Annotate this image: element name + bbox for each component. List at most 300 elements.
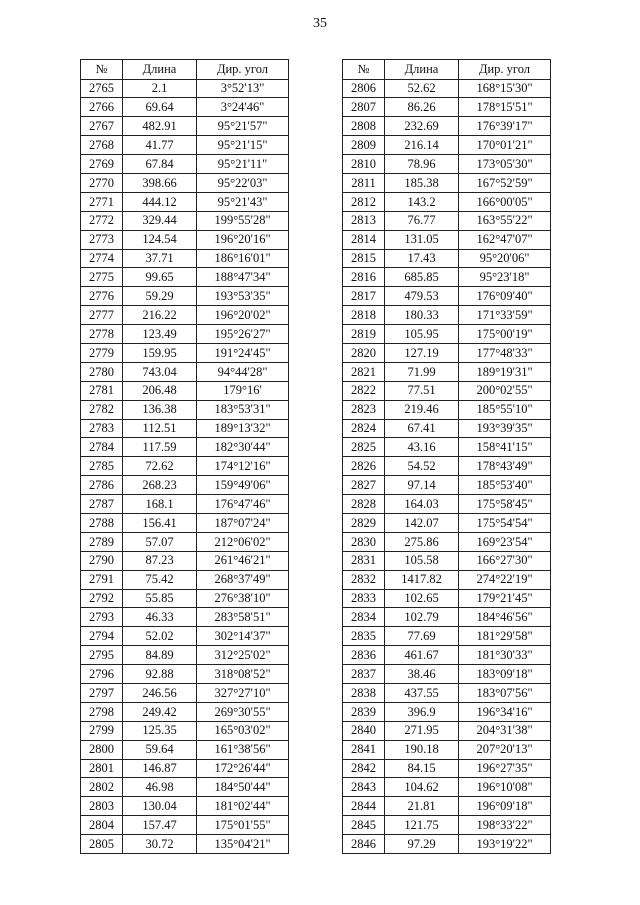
table-row bbox=[81, 495, 289, 514]
cell-length: 76.77 bbox=[385, 211, 459, 230]
cell-length: 329.44 bbox=[123, 211, 197, 230]
table-row bbox=[81, 79, 289, 98]
table-row bbox=[343, 778, 551, 797]
cell-angle: 172°26'44" bbox=[197, 759, 289, 778]
cell-length: 743.04 bbox=[123, 362, 197, 381]
cell-angle: 95°21'11" bbox=[197, 155, 289, 174]
cell-length: 87.23 bbox=[123, 551, 197, 570]
table-row bbox=[343, 608, 551, 627]
table-row bbox=[81, 702, 289, 721]
cell-number: 2824 bbox=[343, 419, 385, 438]
cell-angle: 261°46'21" bbox=[197, 551, 289, 570]
cell-angle: 283°58'51" bbox=[197, 608, 289, 627]
cell-number: 2810 bbox=[343, 155, 385, 174]
cell-number: 2814 bbox=[343, 230, 385, 249]
cell-angle: 94°44'28" bbox=[197, 362, 289, 381]
cell-angle: 184°50'44" bbox=[197, 778, 289, 797]
cell-length: 30.72 bbox=[123, 835, 197, 854]
table-row bbox=[81, 684, 289, 703]
table-row bbox=[343, 400, 551, 419]
cell-angle: 204°31'38" bbox=[459, 721, 551, 740]
cell-length: 78.96 bbox=[385, 155, 459, 174]
cell-number: 2798 bbox=[81, 702, 123, 721]
cell-length: 75.42 bbox=[123, 570, 197, 589]
table-row bbox=[81, 325, 289, 344]
cell-angle: 178°43'49" bbox=[459, 457, 551, 476]
cell-number: 2845 bbox=[343, 816, 385, 835]
cell-number: 2789 bbox=[81, 532, 123, 551]
cell-length: 146.87 bbox=[123, 759, 197, 778]
table-row bbox=[343, 721, 551, 740]
table-row bbox=[81, 646, 289, 665]
cell-number: 2801 bbox=[81, 759, 123, 778]
cell-number: 2786 bbox=[81, 476, 123, 495]
cell-number: 2767 bbox=[81, 117, 123, 136]
cell-length: 92.88 bbox=[123, 665, 197, 684]
cell-angle: 95°21'15" bbox=[197, 136, 289, 155]
cell-length: 185.38 bbox=[385, 173, 459, 192]
cell-length: 105.58 bbox=[385, 551, 459, 570]
table-row bbox=[81, 230, 289, 249]
cell-length: 157.47 bbox=[123, 816, 197, 835]
table-row bbox=[343, 665, 551, 684]
cell-angle: 193°39'35" bbox=[459, 419, 551, 438]
cell-number: 2813 bbox=[343, 211, 385, 230]
cell-length: 46.98 bbox=[123, 778, 197, 797]
cell-number: 2777 bbox=[81, 306, 123, 325]
table-row bbox=[81, 608, 289, 627]
table-row bbox=[343, 249, 551, 268]
cell-length: 102.79 bbox=[385, 608, 459, 627]
cell-length: 67.84 bbox=[123, 155, 197, 174]
cell-number: 2780 bbox=[81, 362, 123, 381]
cell-angle: 179°16' bbox=[197, 381, 289, 400]
cell-length: 685.85 bbox=[385, 268, 459, 287]
cell-angle: 181°29'58" bbox=[459, 627, 551, 646]
table-row bbox=[343, 438, 551, 457]
cell-angle: 95°20'06" bbox=[459, 249, 551, 268]
cell-number: 2792 bbox=[81, 589, 123, 608]
table-row bbox=[81, 721, 289, 740]
cell-number: 2841 bbox=[343, 740, 385, 759]
cell-number: 2809 bbox=[343, 136, 385, 155]
table-row bbox=[343, 835, 551, 854]
cell-number: 2785 bbox=[81, 457, 123, 476]
cell-angle: 183°53'31" bbox=[197, 400, 289, 419]
table-row bbox=[343, 513, 551, 532]
cell-angle: 3°52'13" bbox=[197, 79, 289, 98]
table-row bbox=[81, 759, 289, 778]
cell-number: 2846 bbox=[343, 835, 385, 854]
table-row bbox=[81, 211, 289, 230]
cell-angle: 274°22'19" bbox=[459, 570, 551, 589]
cell-angle: 176°39'17" bbox=[459, 117, 551, 136]
cell-angle: 165°03'02" bbox=[197, 721, 289, 740]
table-row bbox=[81, 343, 289, 362]
table-row bbox=[81, 155, 289, 174]
cell-angle: 95°21'57" bbox=[197, 117, 289, 136]
table-row bbox=[343, 589, 551, 608]
cell-number: 2803 bbox=[81, 797, 123, 816]
cell-angle: 95°21'43" bbox=[197, 192, 289, 211]
table-row bbox=[81, 476, 289, 495]
cell-angle: 269°30'55" bbox=[197, 702, 289, 721]
cell-length: 84.89 bbox=[123, 646, 197, 665]
cell-length: 125.35 bbox=[123, 721, 197, 740]
cell-length: 271.95 bbox=[385, 721, 459, 740]
table-row bbox=[343, 173, 551, 192]
cell-number: 2835 bbox=[343, 627, 385, 646]
cell-number: 2770 bbox=[81, 173, 123, 192]
cell-length: 121.75 bbox=[385, 816, 459, 835]
cell-length: 219.46 bbox=[385, 400, 459, 419]
cell-angle: 193°19'22" bbox=[459, 835, 551, 854]
cell-number: 2827 bbox=[343, 476, 385, 495]
header-number: № bbox=[81, 60, 123, 80]
table-row bbox=[81, 192, 289, 211]
cell-number: 2828 bbox=[343, 495, 385, 514]
table-row bbox=[343, 702, 551, 721]
cell-number: 2843 bbox=[343, 778, 385, 797]
cell-angle: 178°15'51" bbox=[459, 98, 551, 117]
table-header-row bbox=[343, 60, 551, 80]
cell-angle: 302°14'37" bbox=[197, 627, 289, 646]
table-row bbox=[81, 306, 289, 325]
cell-length: 54.52 bbox=[385, 457, 459, 476]
cell-angle: 95°23'18" bbox=[459, 268, 551, 287]
cell-angle: 196°20'16" bbox=[197, 230, 289, 249]
cell-number: 2799 bbox=[81, 721, 123, 740]
table-row bbox=[343, 192, 551, 211]
cell-length: 232.69 bbox=[385, 117, 459, 136]
cell-angle: 181°02'44" bbox=[197, 797, 289, 816]
cell-angle: 196°10'08" bbox=[459, 778, 551, 797]
cell-angle: 168°15'30" bbox=[459, 79, 551, 98]
table-row bbox=[343, 211, 551, 230]
cell-angle: 176°47'46" bbox=[197, 495, 289, 514]
cell-length: 130.04 bbox=[123, 797, 197, 816]
cell-length: 1417.82 bbox=[385, 570, 459, 589]
table-row bbox=[81, 551, 289, 570]
cell-angle: 159°49'06" bbox=[197, 476, 289, 495]
table-row bbox=[343, 117, 551, 136]
cell-number: 2840 bbox=[343, 721, 385, 740]
cell-angle: 167°52'59" bbox=[459, 173, 551, 192]
cell-number: 2804 bbox=[81, 816, 123, 835]
cell-angle: 183°07'56" bbox=[459, 684, 551, 703]
cell-length: 136.38 bbox=[123, 400, 197, 419]
table-row bbox=[81, 362, 289, 381]
cell-number: 2839 bbox=[343, 702, 385, 721]
cell-number: 2766 bbox=[81, 98, 123, 117]
cell-length: 124.54 bbox=[123, 230, 197, 249]
cell-angle: 161°38'56" bbox=[197, 740, 289, 759]
cell-length: 2.1 bbox=[123, 79, 197, 98]
cell-angle: 135°04'21" bbox=[197, 835, 289, 854]
table-row bbox=[343, 740, 551, 759]
cell-angle: 187°07'24" bbox=[197, 513, 289, 532]
cell-number: 2797 bbox=[81, 684, 123, 703]
cell-length: 479.53 bbox=[385, 287, 459, 306]
cell-angle: 175°54'54" bbox=[459, 513, 551, 532]
cell-angle: 212°06'02" bbox=[197, 532, 289, 551]
cell-number: 2819 bbox=[343, 325, 385, 344]
cell-angle: 170°01'21" bbox=[459, 136, 551, 155]
cell-length: 37.71 bbox=[123, 249, 197, 268]
cell-number: 2776 bbox=[81, 287, 123, 306]
cell-number: 2771 bbox=[81, 192, 123, 211]
cell-angle: 198°33'22" bbox=[459, 816, 551, 835]
table-row bbox=[343, 816, 551, 835]
cell-length: 123.49 bbox=[123, 325, 197, 344]
cell-number: 2772 bbox=[81, 211, 123, 230]
cell-angle: 318°08'52" bbox=[197, 665, 289, 684]
cell-number: 2768 bbox=[81, 136, 123, 155]
table-row bbox=[343, 155, 551, 174]
table-row bbox=[343, 306, 551, 325]
cell-angle: 312°25'02" bbox=[197, 646, 289, 665]
cell-length: 72.62 bbox=[123, 457, 197, 476]
cell-number: 2769 bbox=[81, 155, 123, 174]
table-row bbox=[81, 816, 289, 835]
cell-number: 2800 bbox=[81, 740, 123, 759]
table-row bbox=[343, 551, 551, 570]
cell-number: 2774 bbox=[81, 249, 123, 268]
cell-angle: 175°58'45" bbox=[459, 495, 551, 514]
cell-number: 2815 bbox=[343, 249, 385, 268]
header-number: № bbox=[343, 60, 385, 80]
cell-angle: 3°24'46" bbox=[197, 98, 289, 117]
cell-number: 2831 bbox=[343, 551, 385, 570]
cell-number: 2790 bbox=[81, 551, 123, 570]
cell-number: 2796 bbox=[81, 665, 123, 684]
cell-length: 216.14 bbox=[385, 136, 459, 155]
cell-number: 2805 bbox=[81, 835, 123, 854]
cell-angle: 191°24'45" bbox=[197, 343, 289, 362]
table-row bbox=[343, 136, 551, 155]
table-row bbox=[81, 117, 289, 136]
cell-length: 97.14 bbox=[385, 476, 459, 495]
table-row bbox=[81, 438, 289, 457]
cell-length: 206.48 bbox=[123, 381, 197, 400]
cell-length: 168.1 bbox=[123, 495, 197, 514]
cell-length: 164.03 bbox=[385, 495, 459, 514]
cell-number: 2784 bbox=[81, 438, 123, 457]
cell-length: 77.51 bbox=[385, 381, 459, 400]
cell-number: 2807 bbox=[343, 98, 385, 117]
cell-length: 17.43 bbox=[385, 249, 459, 268]
cell-length: 52.02 bbox=[123, 627, 197, 646]
cell-length: 86.26 bbox=[385, 98, 459, 117]
cell-length: 46.33 bbox=[123, 608, 197, 627]
cell-angle: 193°53'35" bbox=[197, 287, 289, 306]
table-row bbox=[343, 381, 551, 400]
cell-length: 112.51 bbox=[123, 419, 197, 438]
coordinates-table-left bbox=[80, 59, 289, 854]
cell-length: 77.69 bbox=[385, 627, 459, 646]
cell-length: 275.86 bbox=[385, 532, 459, 551]
table-row bbox=[343, 476, 551, 495]
cell-number: 2808 bbox=[343, 117, 385, 136]
table-row bbox=[343, 797, 551, 816]
cell-angle: 166°00'05" bbox=[459, 192, 551, 211]
cell-angle: 169°23'54" bbox=[459, 532, 551, 551]
cell-number: 2773 bbox=[81, 230, 123, 249]
table-row bbox=[343, 268, 551, 287]
table-row bbox=[343, 759, 551, 778]
cell-length: 131.05 bbox=[385, 230, 459, 249]
table-row bbox=[81, 400, 289, 419]
cell-number: 2806 bbox=[343, 79, 385, 98]
cell-length: 142.07 bbox=[385, 513, 459, 532]
cell-number: 2823 bbox=[343, 400, 385, 419]
cell-number: 2787 bbox=[81, 495, 123, 514]
table-row bbox=[343, 325, 551, 344]
cell-length: 482.91 bbox=[123, 117, 197, 136]
cell-length: 52.62 bbox=[385, 79, 459, 98]
table-row bbox=[81, 381, 289, 400]
table-body-left bbox=[81, 79, 289, 854]
cell-number: 2795 bbox=[81, 646, 123, 665]
cell-angle: 189°13'32" bbox=[197, 419, 289, 438]
cell-length: 461.67 bbox=[385, 646, 459, 665]
header-angle: Дир. угол bbox=[197, 60, 289, 80]
cell-number: 2765 bbox=[81, 79, 123, 98]
cell-number: 2791 bbox=[81, 570, 123, 589]
cell-number: 2829 bbox=[343, 513, 385, 532]
cell-length: 159.95 bbox=[123, 343, 197, 362]
table-row bbox=[343, 532, 551, 551]
cell-length: 102.65 bbox=[385, 589, 459, 608]
table-row bbox=[81, 136, 289, 155]
table-row bbox=[343, 457, 551, 476]
cell-number: 2802 bbox=[81, 778, 123, 797]
cell-length: 216.22 bbox=[123, 306, 197, 325]
coordinates-table-right bbox=[342, 59, 551, 854]
cell-angle: 166°27'30" bbox=[459, 551, 551, 570]
cell-number: 2775 bbox=[81, 268, 123, 287]
cell-angle: 207°20'13" bbox=[459, 740, 551, 759]
cell-angle: 196°09'18" bbox=[459, 797, 551, 816]
table-row bbox=[81, 589, 289, 608]
cell-length: 21.81 bbox=[385, 797, 459, 816]
cell-number: 2834 bbox=[343, 608, 385, 627]
cell-number: 2788 bbox=[81, 513, 123, 532]
cell-angle: 177°48'33" bbox=[459, 343, 551, 362]
table-row bbox=[81, 98, 289, 117]
table-row bbox=[343, 362, 551, 381]
cell-number: 2826 bbox=[343, 457, 385, 476]
cell-length: 398.66 bbox=[123, 173, 197, 192]
cell-length: 43.16 bbox=[385, 438, 459, 457]
cell-length: 249.42 bbox=[123, 702, 197, 721]
cell-length: 84.15 bbox=[385, 759, 459, 778]
cell-length: 396.9 bbox=[385, 702, 459, 721]
cell-angle: 163°55'22" bbox=[459, 211, 551, 230]
table-row bbox=[343, 98, 551, 117]
cell-length: 55.85 bbox=[123, 589, 197, 608]
table-row bbox=[343, 627, 551, 646]
cell-angle: 185°53'40" bbox=[459, 476, 551, 495]
cell-angle: 171°33'59" bbox=[459, 306, 551, 325]
cell-angle: 188°47'34" bbox=[197, 268, 289, 287]
cell-angle: 185°55'10" bbox=[459, 400, 551, 419]
table-row bbox=[81, 173, 289, 192]
table-row bbox=[81, 419, 289, 438]
cell-length: 156.41 bbox=[123, 513, 197, 532]
cell-number: 2833 bbox=[343, 589, 385, 608]
cell-angle: 179°21'45" bbox=[459, 589, 551, 608]
cell-angle: 200°02'55" bbox=[459, 381, 551, 400]
cell-number: 2793 bbox=[81, 608, 123, 627]
cell-length: 41.77 bbox=[123, 136, 197, 155]
cell-angle: 268°37'49" bbox=[197, 570, 289, 589]
cell-length: 143.2 bbox=[385, 192, 459, 211]
table-row bbox=[81, 665, 289, 684]
cell-number: 2842 bbox=[343, 759, 385, 778]
cell-length: 59.29 bbox=[123, 287, 197, 306]
cell-number: 2837 bbox=[343, 665, 385, 684]
cell-length: 444.12 bbox=[123, 192, 197, 211]
cell-length: 190.18 bbox=[385, 740, 459, 759]
cell-angle: 196°20'02" bbox=[197, 306, 289, 325]
cell-number: 2832 bbox=[343, 570, 385, 589]
cell-length: 105.95 bbox=[385, 325, 459, 344]
cell-angle: 195°26'27" bbox=[197, 325, 289, 344]
header-length: Длина bbox=[123, 60, 197, 80]
cell-number: 2779 bbox=[81, 343, 123, 362]
table-row bbox=[81, 532, 289, 551]
cell-angle: 196°34'16" bbox=[459, 702, 551, 721]
cell-number: 2836 bbox=[343, 646, 385, 665]
cell-angle: 158°41'15" bbox=[459, 438, 551, 457]
cell-angle: 196°27'35" bbox=[459, 759, 551, 778]
cell-length: 71.99 bbox=[385, 362, 459, 381]
table-row bbox=[343, 230, 551, 249]
table-row bbox=[81, 513, 289, 532]
cell-angle: 182°30'44" bbox=[197, 438, 289, 457]
cell-length: 127.19 bbox=[385, 343, 459, 362]
table-header-row bbox=[81, 60, 289, 80]
cell-length: 104.62 bbox=[385, 778, 459, 797]
header-angle: Дир. угол bbox=[459, 60, 551, 80]
cell-number: 2817 bbox=[343, 287, 385, 306]
cell-number: 2783 bbox=[81, 419, 123, 438]
table-row bbox=[81, 797, 289, 816]
cell-length: 67.41 bbox=[385, 419, 459, 438]
cell-length: 59.64 bbox=[123, 740, 197, 759]
cell-number: 2781 bbox=[81, 381, 123, 400]
cell-angle: 189°19'31" bbox=[459, 362, 551, 381]
table-row bbox=[81, 740, 289, 759]
header-length: Длина bbox=[385, 60, 459, 80]
cell-length: 38.46 bbox=[385, 665, 459, 684]
table-row bbox=[81, 249, 289, 268]
cell-number: 2830 bbox=[343, 532, 385, 551]
page-number: 35 bbox=[313, 16, 327, 31]
cell-number: 2778 bbox=[81, 325, 123, 344]
cell-number: 2818 bbox=[343, 306, 385, 325]
cell-number: 2825 bbox=[343, 438, 385, 457]
table-row bbox=[343, 343, 551, 362]
cell-angle: 95°22'03" bbox=[197, 173, 289, 192]
cell-angle: 276°38'10" bbox=[197, 589, 289, 608]
table-row bbox=[81, 268, 289, 287]
cell-angle: 173°05'30" bbox=[459, 155, 551, 174]
cell-number: 2821 bbox=[343, 362, 385, 381]
cell-angle: 174°12'16" bbox=[197, 457, 289, 476]
cell-length: 99.65 bbox=[123, 268, 197, 287]
